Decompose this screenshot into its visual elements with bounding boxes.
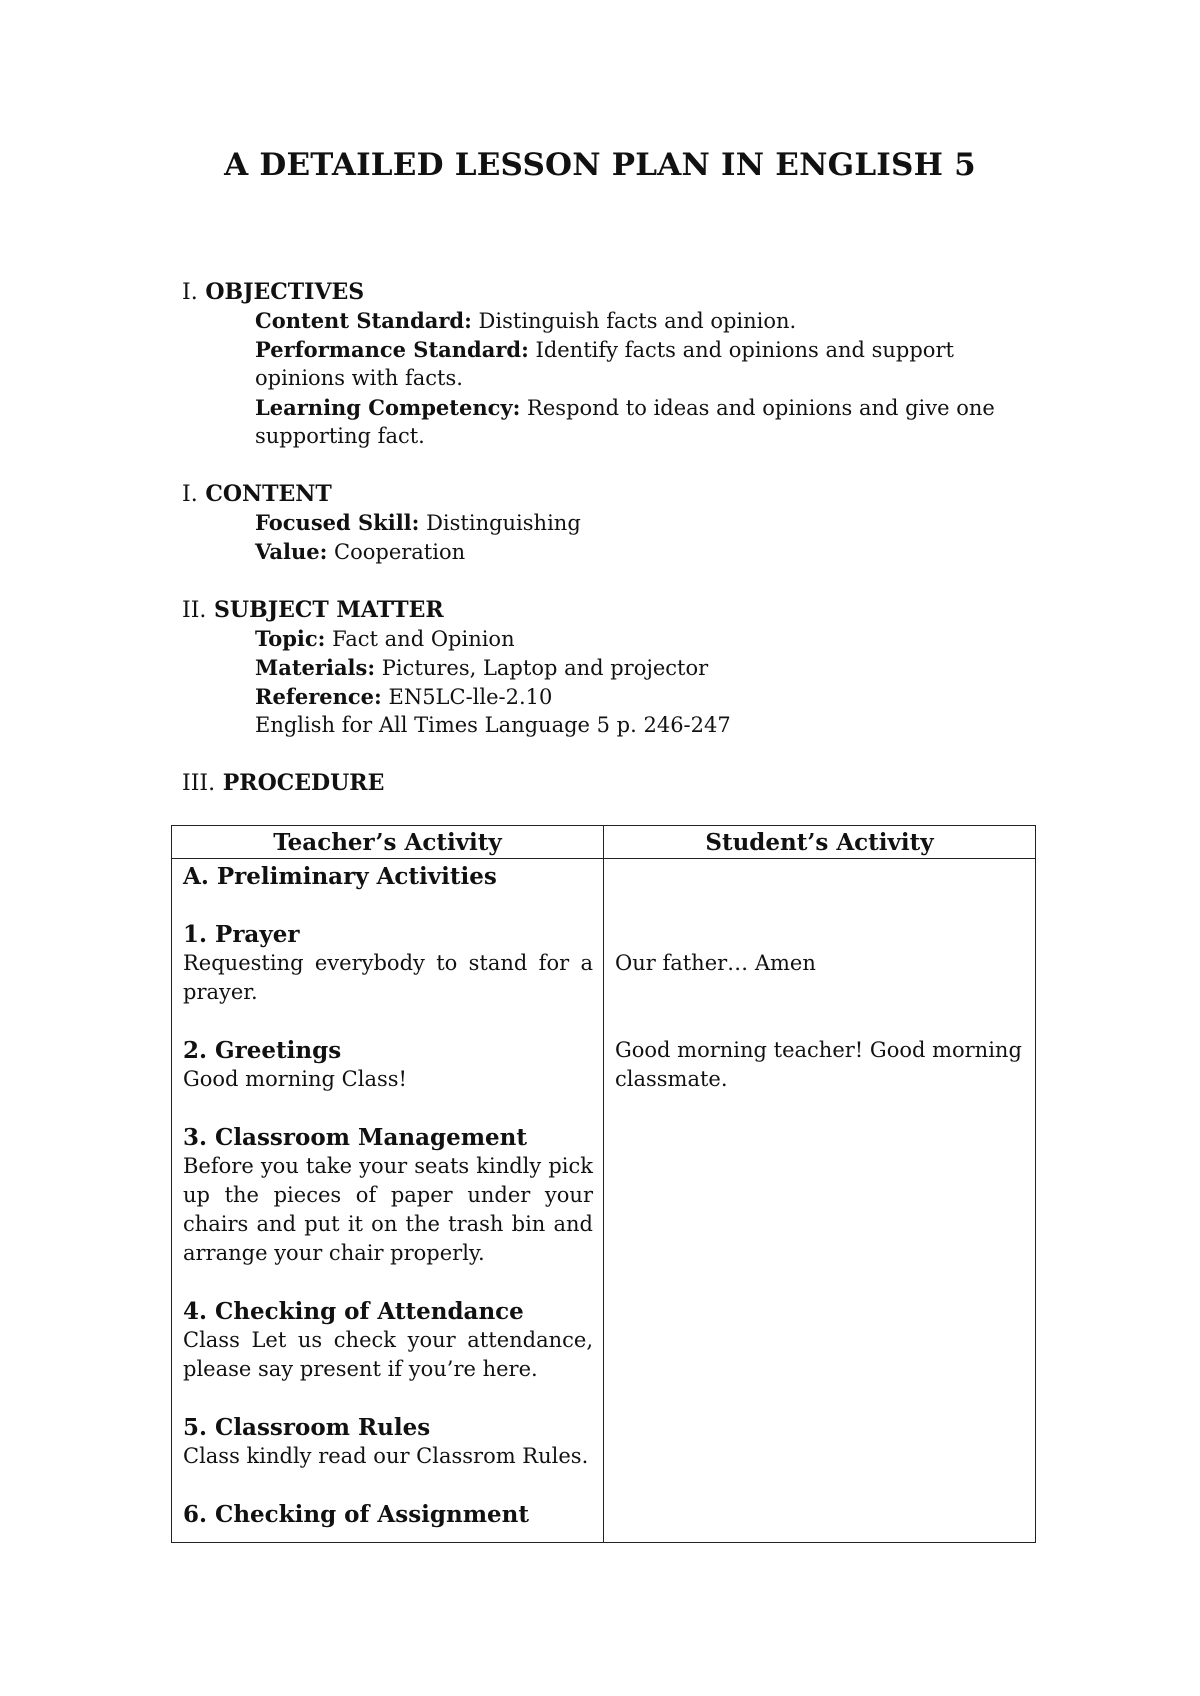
- attendance-text: Class Let us check your attendance, please say present if you’re here.: [183, 1328, 593, 1381]
- topic-text: Fact and Opinion: [325, 627, 515, 651]
- focused-skill-label: Focused Skill:: [255, 510, 420, 535]
- content-standard-label: Content Standard:: [255, 308, 472, 333]
- greetings-response: Good morning teacher! Good morning classmate.: [615, 1038, 1022, 1091]
- content-numeral: I.: [182, 482, 198, 507]
- content-standard-line: [255, 308, 796, 333]
- prayer-heading: 1. Prayer: [183, 921, 300, 948]
- content-title: CONTENT: [205, 481, 332, 507]
- prayer-response: Our father… Amen: [615, 951, 816, 975]
- learning-competency-text: Respond to ideas and opinions and give one: [520, 396, 995, 420]
- procedure-numeral: III.: [182, 771, 216, 796]
- content-heading: [182, 481, 332, 507]
- greetings-text: Good morning Class!: [183, 1067, 407, 1091]
- classroom-management-text: Before you take your seats kindly pick up the pieces of paper under your chairs and put it on the trash bin and arrange your chair properly.: [183, 1154, 593, 1265]
- subject-matter-numeral: II.: [182, 598, 207, 623]
- materials-label: Materials:: [255, 655, 376, 680]
- performance-standard-line: [255, 337, 954, 362]
- objectives-heading: [182, 279, 364, 305]
- student-activity-cell: [604, 859, 1036, 1543]
- learning-competency-line: [255, 395, 995, 420]
- procedure-heading: [182, 770, 384, 796]
- performance-standard-line-2: opinions with facts.: [255, 366, 463, 390]
- teacher-activity-header: Teacher’s Activity: [172, 826, 604, 859]
- classroom-rules-text: Class kindly read our Classrom Rules.: [183, 1444, 589, 1468]
- learning-competency-label: Learning Competency:: [255, 395, 521, 420]
- procedure-title: PROCEDURE: [222, 770, 385, 796]
- materials-text: Pictures, Laptop and projector: [375, 656, 709, 680]
- topic-label: Topic:: [255, 626, 326, 651]
- focused-skill-line: [255, 510, 581, 535]
- teacher-activity-cell: [172, 859, 604, 1543]
- reference-book-line: English for All Times Language 5 p. 246-247: [255, 713, 731, 737]
- classroom-management-heading: 3. Classroom Management: [183, 1124, 528, 1151]
- content-standard-text: Distinguish facts and opinion.: [471, 309, 797, 333]
- value-label: Value:: [255, 539, 328, 564]
- table-row: [172, 859, 1036, 1543]
- prayer-text: Requesting everybody to stand for a prayer.: [183, 951, 593, 1004]
- learning-competency-line-2: supporting fact.: [255, 424, 425, 448]
- attendance-heading: 4. Checking of Attendance: [183, 1298, 524, 1325]
- objectives-title: OBJECTIVES: [205, 279, 365, 305]
- focused-skill-text: Distinguishing: [419, 511, 581, 535]
- performance-standard-label: Performance Standard:: [255, 337, 529, 362]
- reference-label: Reference:: [255, 684, 382, 709]
- subject-matter-heading: [182, 597, 444, 623]
- greetings-heading: 2. Greetings: [183, 1037, 342, 1064]
- table-header-row: [172, 826, 1036, 859]
- performance-standard-text: Identify facts and opinions and support: [528, 338, 954, 362]
- value-text: Cooperation: [327, 540, 466, 564]
- subject-matter-title: SUBJECT MATTER: [214, 597, 444, 623]
- topic-line: [255, 626, 515, 651]
- procedure-table: [171, 825, 1036, 1543]
- assignment-heading: 6. Checking of Assignment: [183, 1501, 530, 1528]
- student-activity-header: Student’s Activity: [604, 826, 1036, 859]
- page-title: A DETAILED LESSON PLAN IN ENGLISH 5: [224, 147, 976, 183]
- value-line: [255, 539, 465, 564]
- preliminary-activities-heading: A. Preliminary Activities: [183, 863, 497, 890]
- reference-text: EN5LC-lle-2.10: [381, 685, 553, 709]
- classroom-rules-heading: 5. Classroom Rules: [183, 1414, 431, 1441]
- objectives-numeral: I.: [182, 280, 198, 305]
- reference-line: [255, 684, 552, 709]
- materials-line: [255, 655, 708, 680]
